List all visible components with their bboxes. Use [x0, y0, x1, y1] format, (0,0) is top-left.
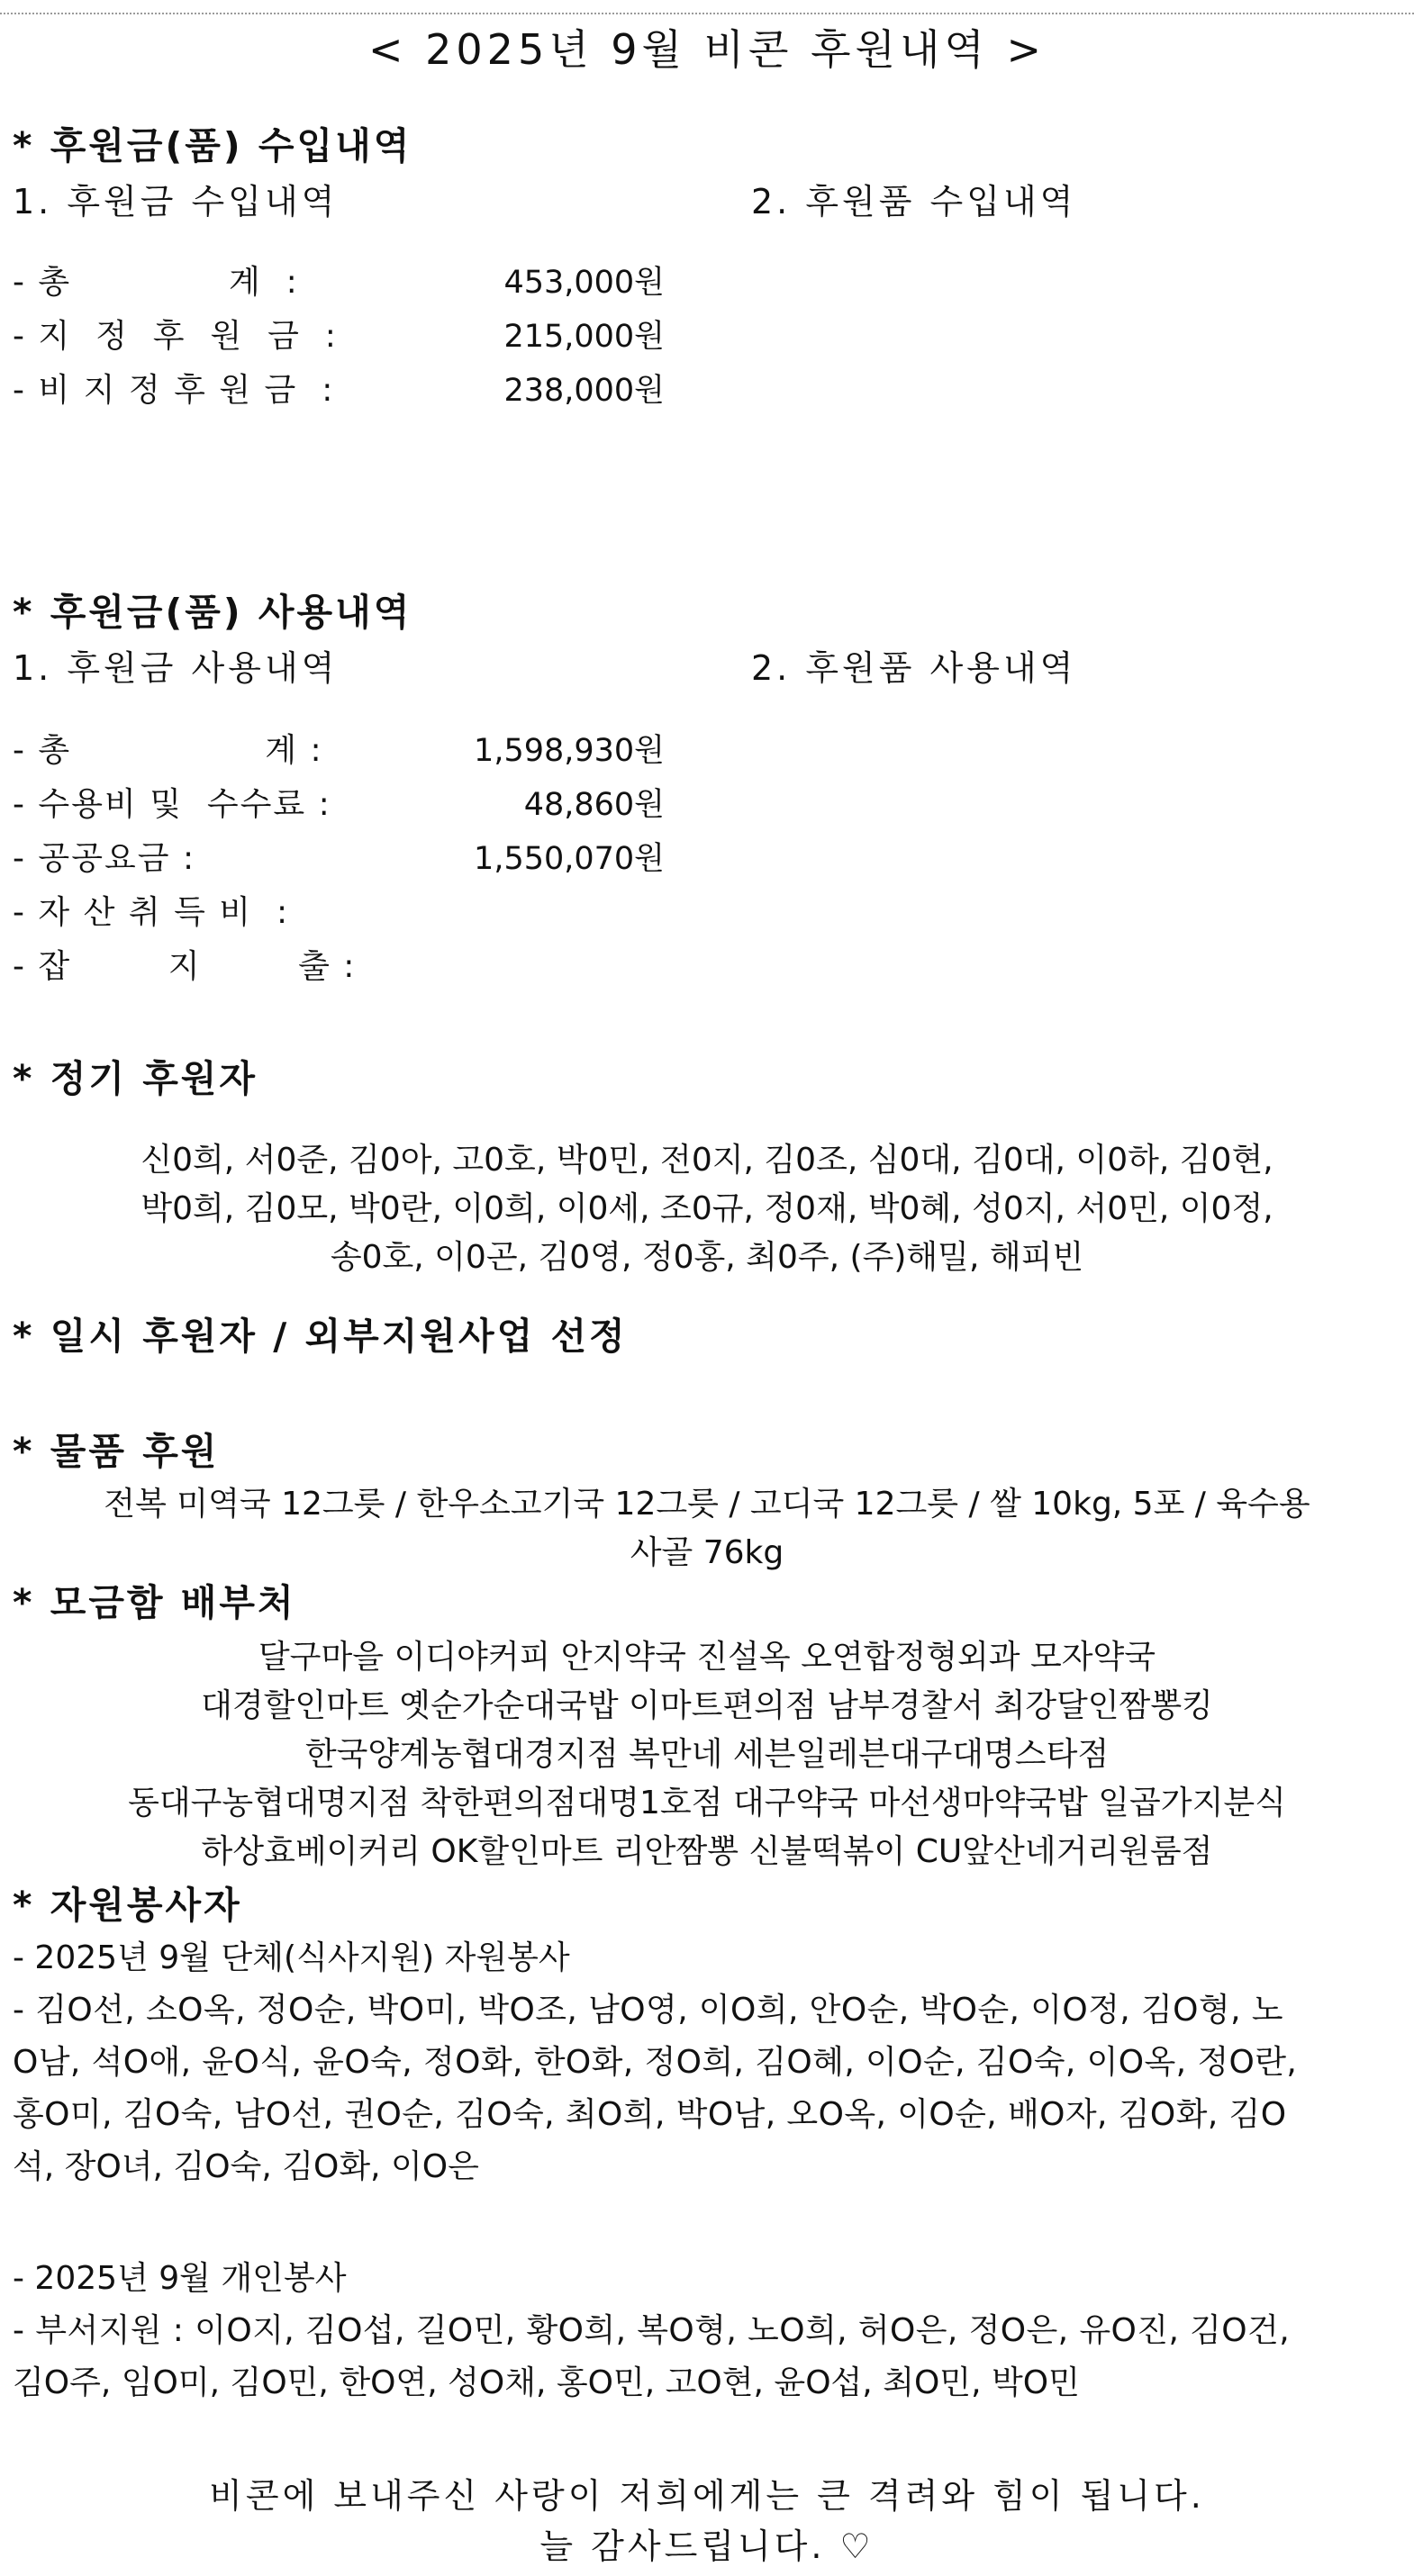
- usage-sub-goods: 2. 후원품 사용내역: [751, 648, 1077, 688]
- thanks-message: 비콘에 보내주신 사랑이 저희에게는 큰 격려와 힘이 됩니다.: [209, 2476, 1205, 2516]
- income-designated-label: - 지 정 후 원 금 :: [13, 318, 338, 355]
- donation-box-heading: * 모금함 배부처: [13, 1581, 296, 1624]
- regular-donors-line: 박0희, 김0모, 박0란, 이0희, 이0세, 조0규, 정0재, 박0혜, 성0지, 서0민, 이0정,: [140, 1190, 1274, 1227]
- usage-supplies-value: 48,860원: [523, 787, 665, 823]
- regular-donors-heading: * 정기 후원자: [13, 1057, 258, 1100]
- usage-total-value: 1,598,930원: [474, 733, 665, 769]
- usage-supplies-label: - 수용비 및 수수료 :: [13, 786, 331, 823]
- temporary-donors-heading: * 일시 후원자 / 외부지원사업 선정: [13, 1315, 628, 1358]
- volunteer-individual-title: - 2025년 9월 개인봉사: [13, 2260, 347, 2297]
- thanks-closing: 늘 감사드립니다. ♡: [539, 2526, 875, 2566]
- goods-heading: * 물품 후원: [13, 1430, 220, 1473]
- usage-asset-label: - 자 산 취 득 비 :: [13, 894, 290, 931]
- income-nondesignated-label: - 비 지 정 후 원 금 :: [13, 372, 335, 409]
- volunteer-individual-block: [13, 2253, 1400, 2409]
- donation-box-line: 한국양계농협대경지점 복만네 세븐일레븐대구대명스타점: [304, 1736, 1110, 1773]
- usage-utilities-label: - 공공요금 :: [13, 840, 196, 877]
- regular-donors-list: [36, 1136, 1378, 1282]
- donation-box-line: 동대구농협대명지점 착한편의점대명1호점 대구약국 마선생마약국밥 일곱가지분식: [128, 1785, 1286, 1821]
- donation-box-line: 달구마을 이디야커피 안지약국 진설옥 오연합정형외과 모자약국: [258, 1639, 1156, 1676]
- goods-line: 전복 미역국 12그릇 / 한우소고기국 12그릇 / 고디국 12그릇 / 쌀 10kg, 5포 / 육수용: [104, 1486, 1310, 1523]
- donation-box-line: 하상효베이커리 OK할인마트 리안짬뽕 신불떡볶이 CU앞산네거리원룸점: [201, 1833, 1213, 1870]
- income-heading: * 후원금(품) 수입내역: [13, 124, 412, 167]
- top-dotted-divider: [0, 13, 1414, 14]
- income-total-label: - 총 계 :: [13, 264, 299, 301]
- income-sub-goods: 2. 후원품 수입내역: [751, 182, 1077, 221]
- donation-box-line: 대경할인마트 옛순가순대국밥 이마트편의점 남부경찰서 최강달인짬뽕킹: [201, 1687, 1213, 1724]
- usage-total-label: - 총 계 :: [13, 732, 323, 769]
- volunteer-group-line: 홍O미, 김O숙, 남O선, 권O순, 김O숙, 최O희, 박O남, 오O옥, 이O순, 배O자, 김O화, 김O: [13, 2096, 1287, 2133]
- usage-utilities-value: 1,550,070원: [474, 841, 665, 877]
- income-designated-value: 215,000원: [503, 319, 665, 355]
- volunteer-group-title: - 2025년 9월 단체(식사지원) 자원봉사: [13, 1939, 570, 1976]
- donation-box-list: [36, 1633, 1378, 1876]
- page-title: < 2025년 9월 비콘 후원내역 >: [367, 25, 1047, 74]
- goods-list: [36, 1480, 1378, 1577]
- volunteer-group-line: O남, 석O애, 윤O식, 윤O숙, 정O화, 한O화, 정O희, 김O혜, 이O순, 김O숙, 이O옥, 정O란,: [13, 2044, 1298, 2081]
- volunteer-individual-line: - 부서지원 : 이O지, 김O섭, 길O민, 황O희, 복O형, 노O희, 허O은, 정O은, 유O진, 김O건,: [13, 2312, 1291, 2349]
- usage-misc-label: - 잡 지 출 :: [13, 948, 357, 985]
- volunteer-group-line: - 김O선, 소O옥, 정O순, 박O미, 박O조, 남O영, 이O희, 안O순, 박O순, 이O정, 김O형, 노: [13, 1992, 1283, 2029]
- income-nondesignated-value: 238,000원: [503, 373, 665, 409]
- volunteer-group-line: 석, 장O녀, 김O숙, 김O화, 이O은: [13, 2148, 479, 2185]
- regular-donors-line: 송0호, 이0곤, 김0영, 정0홍, 최0주, (주)해밀, 해피빈: [330, 1239, 1084, 1276]
- usage-heading: * 후원금(품) 사용내역: [13, 591, 412, 634]
- goods-line: 사골 76kg: [630, 1534, 784, 1571]
- regular-donors-line: 신0희, 서0준, 김0아, 고0호, 박0민, 전0지, 김0조, 심0대, 김0대, 이0하, 김0현,: [140, 1142, 1274, 1179]
- volunteer-individual-line: 김O주, 임O미, 김O민, 한O연, 성O채, 홍O민, 고O현, 윤O섭, 최O민, 박O민: [13, 2364, 1080, 2401]
- income-sub-money: 1. 후원금 수입내역: [13, 182, 339, 221]
- volunteers-heading: * 자원봉사자: [13, 1884, 242, 1927]
- volunteer-group-block: [13, 1932, 1400, 2193]
- income-total-value: 453,000원: [503, 265, 665, 301]
- usage-sub-money: 1. 후원금 사용내역: [13, 648, 339, 688]
